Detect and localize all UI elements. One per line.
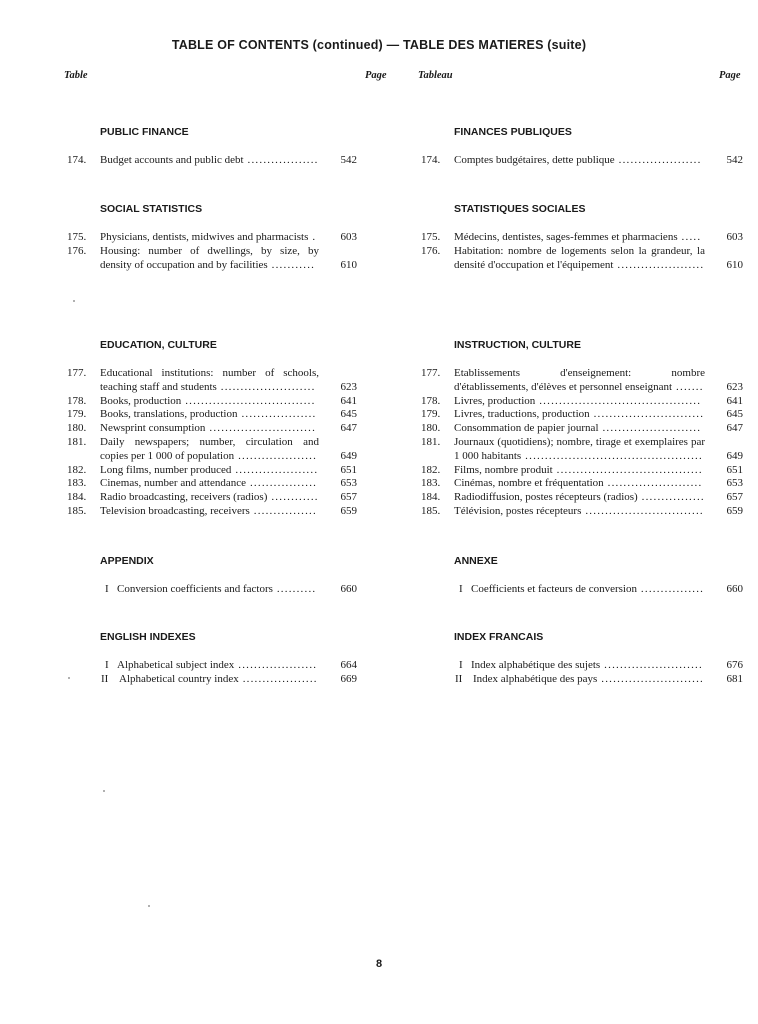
entry-list [67,231,357,272]
leader-dots: ..................... [231,463,319,476]
entry-list [421,154,743,168]
toc-entry[interactable] [67,477,357,491]
entry-title: Conversion coefficients and factors [117,583,273,595]
entry-number: 178. [421,394,441,407]
entry-page-number: 651 [726,463,743,476]
toc-entry[interactable] [67,491,357,505]
entry-number: 182. [421,463,441,476]
entry-title: Télévision, postes récepteurs [454,504,582,517]
page-title: TABLE OF CONTENTS (continued) — TABLE DES MATIERES (suite) [171,38,587,52]
leader-dots: ................... [238,672,318,685]
leader-dots: ................... [237,408,317,421]
entry-number: I [105,583,109,595]
entry-number: 177. [67,367,87,379]
section-title: APPENDIX [100,555,154,567]
toc-entry[interactable] [67,673,357,687]
leader-dots: ............ [267,491,319,504]
column-header-tableau: Tableau [418,70,453,81]
entry-number: 183. [67,477,87,490]
toc-entry[interactable] [421,505,743,519]
leader-dots: .................. [243,154,319,166]
entry-number: 176. [67,244,87,257]
toc-entry[interactable] [421,367,743,395]
section-title: INDEX FRANCAIS [454,631,544,643]
entry-title: Index alphabétique des pays [473,672,598,685]
entry-page-number: 653 [726,477,743,490]
entry-title: Alphabetical country index [119,672,239,685]
section-title: FINANCES PUBLIQUES [454,126,572,138]
entry-page-number: 610 [726,258,743,271]
entry-number: 174. [421,154,441,166]
entry-page-number: 645 [340,408,357,421]
leader-dots: .............................. [581,504,704,517]
leader-dots: ................ [637,491,705,504]
toc-entry[interactable] [421,491,743,505]
entry-number: 177. [421,367,441,379]
entry-page-number: 647 [340,422,357,435]
entry-page-number: 664 [340,659,357,671]
entry-page-number: 647 [726,422,743,435]
column-header-page: Page [365,70,387,81]
entry-number: 183. [421,477,441,490]
leader-dots: ............................ [589,408,705,421]
toc-entry[interactable] [421,464,743,478]
leader-dots: ............................................. [521,449,703,462]
entry-title: Newsprint consumption [100,422,206,435]
leader-dots: .................... [234,659,318,671]
entry-page-number: 659 [340,504,357,517]
entry-number: 175. [67,231,87,243]
leader-dots: ........... [267,258,316,271]
entry-number: 180. [421,422,441,435]
entry-title: Etablissements d'enseignement: nombre d'établissements, d'élèves et personnel enseignant [454,367,705,393]
entry-title: Alphabetical subject index [117,659,235,671]
scan-speck [73,300,75,302]
toc-entry[interactable] [67,583,357,597]
entry-list [421,231,743,272]
leader-dots: ......................... [598,422,702,435]
entry-list [67,583,357,597]
entry-list [67,154,357,168]
entry-number: 180. [67,422,87,435]
entry-number: II [101,672,109,685]
column-header-table: Table [64,70,88,81]
entry-page-number: 641 [340,394,357,407]
entry-page-number: 542 [340,154,357,166]
entry-number: 174. [67,154,87,166]
leader-dots: ..... [677,231,702,243]
entry-page-number: 649 [340,449,357,462]
entry-title: Journaux (quotidiens); nombre, tirage et exemplaires par 1 000 habitants [454,435,705,462]
scan-speck [148,905,150,907]
leader-dots: ...................... [613,258,705,271]
toc-entry[interactable] [67,464,357,478]
entry-page-number: 657 [340,491,357,504]
entry-page-number: 603 [340,231,357,243]
entry-title: Habitation: nombre de logements selon la grandeur, la densité d'occupation et l'équipement [454,244,705,271]
entry-title: Books, translations, production [100,408,238,421]
entry-title: Index alphabétique des sujets [471,659,601,671]
toc-entry[interactable] [421,583,743,597]
entry-page-number: 660 [726,583,743,595]
toc-entry[interactable] [67,422,357,436]
entry-number: 184. [67,491,87,504]
entry-page-number: 623 [340,380,357,393]
entry-list [67,659,357,687]
entry-title: Coefficients et facteurs de conversion [471,583,637,595]
toc-entry[interactable] [421,408,743,422]
entry-number: 179. [67,408,87,421]
scan-speck [103,790,105,792]
leader-dots: ..................................... [552,463,703,476]
entry-number: 179. [421,408,441,421]
scan-speck [68,677,70,679]
entry-title: Films, nombre produit [454,463,553,476]
toc-entry[interactable] [67,395,357,409]
entry-number: 176. [421,244,441,257]
leader-dots: .................... [234,449,318,462]
entry-title: Médecins, dentistes, sages-femmes et pharmaciens [454,231,678,243]
toc-entry[interactable] [67,659,357,673]
leader-dots: .......... [272,583,317,595]
section-title: STATISTIQUES SOCIALES [454,203,586,215]
entry-title: Radio broadcasting, receivers (radios) [100,491,268,504]
section-title: EDUCATION, CULTURE [100,339,217,351]
entry-title: Books, production [100,394,182,407]
entry-title: Television broadcasting, receivers [100,504,250,517]
entry-page-number: 641 [726,394,743,407]
entry-number: 184. [421,491,441,504]
toc-entry[interactable] [421,422,743,436]
toc-entry[interactable] [421,231,743,245]
entry-list [421,367,743,519]
leader-dots: ................ [249,504,317,517]
entry-number: II [455,672,463,685]
entry-number: 178. [67,394,87,407]
entry-page-number: 610 [340,258,357,271]
entry-number: I [105,659,109,671]
leader-dots: ........................ [603,477,703,490]
toc-entry[interactable] [421,659,743,673]
entry-number: I [459,659,463,671]
entry-page-number: 676 [726,659,743,671]
entry-title: Daily newspapers; number, circulation and copies per 1 000 of population [100,435,319,462]
entry-title: Housing: number of dwellings, by size, by density of occupation and by facilities [100,244,319,271]
page-number: 8 [375,958,383,970]
entry-number: 185. [67,504,87,517]
toc-entry[interactable] [421,436,743,464]
toc-entry[interactable] [67,245,357,273]
section-title: PUBLIC FINANCE [100,126,189,138]
entry-page-number: 651 [340,463,357,476]
toc-entry[interactable] [67,367,357,395]
entry-title: Educational institutions: number of schools, teaching staff and students [100,367,319,393]
entry-number: 175. [421,231,441,243]
entry-number: 181. [421,435,441,448]
leader-dots: ......................................... [535,394,702,407]
toc-entry[interactable] [421,395,743,409]
entry-title: Cinemas, number and attendance [100,477,247,490]
entry-title: Long films, number produced [100,463,232,476]
leader-dots: ................. [246,477,318,490]
leader-dots: ................................. [181,394,316,407]
section-title: ENGLISH INDEXES [100,631,196,643]
section-title: SOCIAL STATISTICS [100,203,203,215]
entry-page-number: 645 [726,408,743,421]
toc-entry[interactable] [421,477,743,491]
entry-list [421,659,743,687]
toc-entry[interactable] [67,408,357,422]
entry-title: Physicians, dentists, midwives and pharmacists [100,231,309,243]
entry-number: 182. [67,463,87,476]
entry-title: Cinémas, nombre et fréquentation [454,477,604,490]
toc-entry[interactable] [421,673,743,687]
section-title: ANNEXE [454,555,498,567]
entry-page-number: 681 [726,672,743,685]
entry-page-number: 603 [726,231,743,243]
entry-list [67,367,357,519]
toc-entry[interactable] [67,436,357,464]
column-header-page-fr: Page [719,70,741,81]
entry-page-number: 657 [726,491,743,504]
entry-list [421,583,743,597]
entry-page-number: 542 [726,154,743,166]
entry-number: 185. [421,504,441,517]
entry-title: Consommation de papier journal [454,422,599,435]
leader-dots: . [308,231,317,243]
toc-entry[interactable] [67,231,357,245]
entry-number: 181. [67,435,87,448]
entry-page-number: 669 [340,672,357,685]
leader-dots: ........................ [216,380,316,393]
leader-dots: ......................... [600,659,703,671]
entry-title: Comptes budgétaires, dette publique [454,154,615,166]
toc-entry[interactable] [421,154,743,168]
entry-page-number: 659 [726,504,743,517]
entry-page-number: 653 [340,477,357,490]
entry-page-number: 660 [340,583,357,595]
entry-number: I [459,583,463,595]
leader-dots: ....... [672,380,704,393]
section-title: INSTRUCTION, CULTURE [454,339,581,351]
toc-entry[interactable] [67,154,357,168]
toc-entry[interactable] [67,505,357,519]
leader-dots: ........................... [205,422,317,435]
leader-dots: ................ [636,583,705,595]
entry-title: Livres, traductions, production [454,408,590,421]
leader-dots: ..................... [614,154,702,166]
entry-title: Radiodiffusion, postes récepteurs (radios) [454,491,638,504]
entry-page-number: 623 [726,380,743,393]
toc-entry[interactable] [421,245,743,273]
entry-title: Livres, production [454,394,536,407]
entry-page-number: 649 [726,449,743,462]
entry-title: Budget accounts and public debt [100,154,244,166]
leader-dots: .......................... [597,672,704,685]
